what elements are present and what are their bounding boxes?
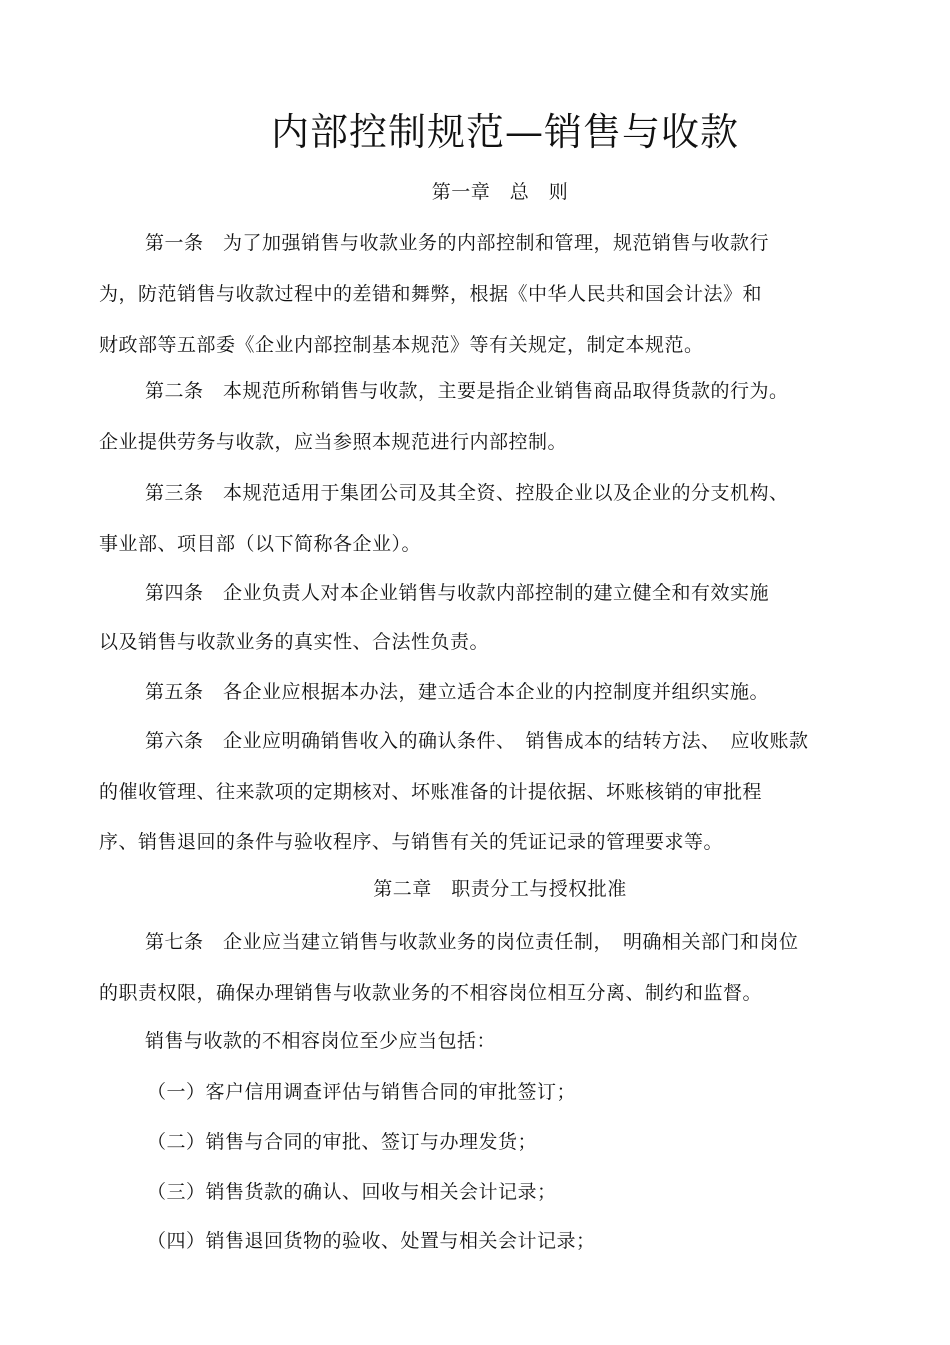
- list-item: （一）客户信用调查评估与销售合同的审批签订；: [147, 1081, 577, 1103]
- article-7-line-2: 的职责权限，确保办理销售与收款业务的不相容岗位相互分离、制约和监督。: [99, 982, 763, 1004]
- article-4-line-2: 以及销售与收款业务的真实性、合法性负责。: [99, 631, 490, 653]
- article-5-line-1: 第五条 各企业应根据本办法，建立适合本企业的内控制度并组织实施。: [145, 681, 770, 703]
- article-1-line-2: 为，防范销售与收款过程中的差错和舞弊，根据《中华人民共和国会计法》和: [99, 283, 763, 305]
- article-1-line-1: 第一条 为了加强销售与收款业务的内部控制和管理，规范销售与收款行: [145, 232, 770, 254]
- chapter-heading-1: 第一章 总 则: [431, 181, 569, 203]
- list-item: （三）销售货款的确认、回收与相关会计记录；: [147, 1181, 557, 1203]
- list-item: （四）销售退回货物的验收、处置与相关会计记录；: [147, 1230, 596, 1252]
- article-1-line-3: 财政部等五部委《企业内部控制基本规范》等有关规定，制定本规范。: [99, 334, 704, 356]
- article-6-line-1: 第六条 企业应明确销售收入的确认条件、 销售成本的结转方法、 应收账款: [145, 730, 809, 752]
- list-item: （二）销售与合同的审批、签订与办理发货；: [147, 1131, 538, 1153]
- article-2-line-1: 第二条 本规范所称销售与收款，主要是指企业销售商品取得货款的行为。: [145, 380, 789, 402]
- article-2-line-2: 企业提供劳务与收款，应当参照本规范进行内部控制。: [99, 431, 568, 453]
- article-4-line-1: 第四条 企业负责人对本企业销售与收款内部控制的建立健全和有效实施: [145, 582, 770, 604]
- article-7-line-1: 第七条 企业应当建立销售与收款业务的岗位责任制， 明确相关部门和岗位: [145, 931, 799, 953]
- document-title: 内部控制规范—销售与收款: [270, 110, 739, 154]
- incompatible-duties-intro: 销售与收款的不相容岗位至少应当包括：: [145, 1030, 497, 1052]
- article-6-line-2: 的催收管理、往来款项的定期核对、坏账准备的计提依据、坏账核销的审批程: [99, 781, 763, 803]
- article-3-line-2: 事业部、项目部（以下简称各企业）。: [99, 533, 422, 555]
- chapter-heading-2: 第二章 职责分工与授权批准: [373, 878, 627, 900]
- article-3-line-1: 第三条 本规范适用于集团公司及其全资、控股企业以及企业的分支机构、: [145, 482, 789, 504]
- article-6-line-3: 序、销售退回的条件与验收程序、与销售有关的凭证记录的管理要求等。: [99, 831, 724, 853]
